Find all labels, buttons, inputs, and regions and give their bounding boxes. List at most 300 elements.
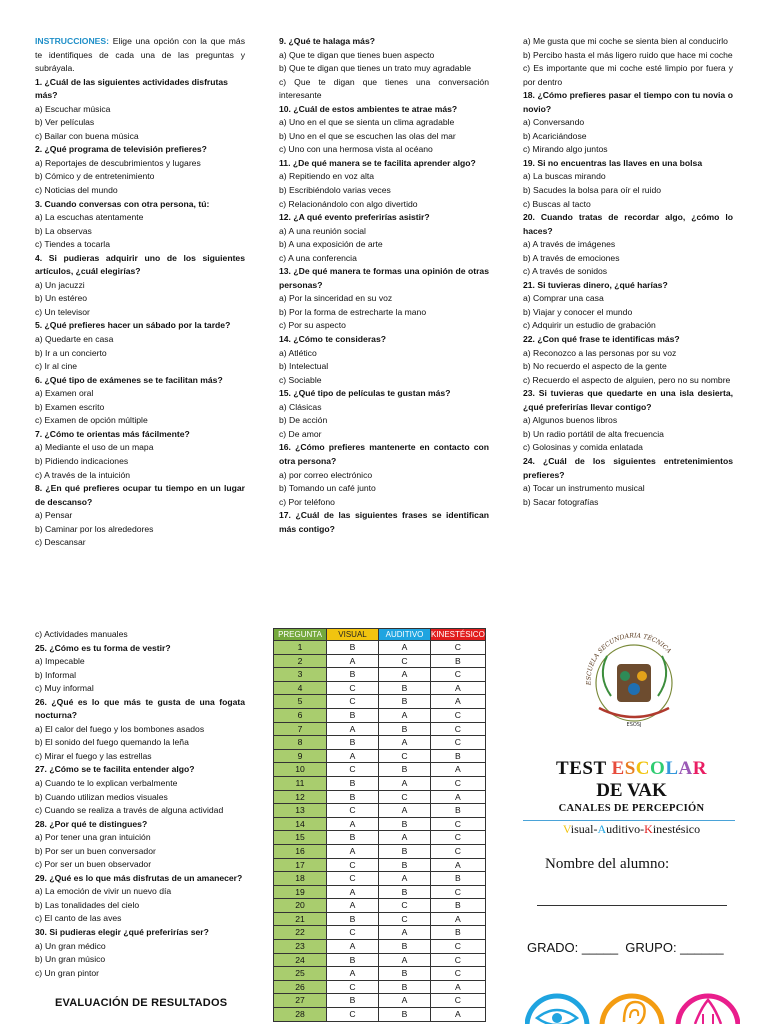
auditivo-cell: A xyxy=(379,776,431,790)
answer-option[interactable]: c) Que te digan que tienes una conversación interesante xyxy=(279,76,489,101)
auditivo-cell: B xyxy=(379,695,431,709)
answer-option[interactable]: a) Un jacuzzi xyxy=(35,279,85,290)
question-number-cell: 23 xyxy=(274,940,327,954)
table-row xyxy=(274,654,486,668)
answer-option[interactable]: c) De amor xyxy=(279,428,322,439)
table-row xyxy=(274,668,486,682)
visual-cell: B xyxy=(327,831,379,845)
answer-option[interactable]: c) Mirando algo juntos xyxy=(523,144,608,155)
answer-option[interactable]: b) La observas xyxy=(35,225,92,236)
answer-option[interactable]: b) Viajar y conocer el mundo xyxy=(523,306,633,317)
visual-cell: A xyxy=(327,885,379,899)
title-letter: O xyxy=(650,758,666,779)
visual-cell: A xyxy=(327,654,379,668)
question-text: 5. ¿Qué prefieres hacer un sábado por la tarde? xyxy=(35,320,231,331)
question-text: 16. ¿Cómo prefieres mantenerte en contacto con otra persona? xyxy=(279,442,489,466)
kinestesico-cell: B xyxy=(431,749,486,763)
auditivo-cell: A xyxy=(379,736,431,750)
question-text: 14. ¿Cómo te consideras? xyxy=(279,334,386,345)
question-number-cell: 18 xyxy=(274,872,327,886)
auditivo-cell: A xyxy=(379,668,431,682)
question-text: 19. Si no encuentras las llaves en una bolsa xyxy=(523,157,703,168)
question-number-cell: 2 xyxy=(274,654,327,668)
question-number-cell: 6 xyxy=(274,708,327,722)
table-row xyxy=(274,967,486,981)
question-number-cell: 10 xyxy=(274,763,327,777)
visual-cell: C xyxy=(327,872,379,886)
question-text: 15. ¿Qué tipo de películas te gustan más? xyxy=(279,388,451,399)
answer-option[interactable]: a) A través de imágenes xyxy=(523,239,616,250)
question-number-cell: 1 xyxy=(274,641,327,655)
visual-cell: A xyxy=(327,749,379,763)
table-row xyxy=(274,817,486,831)
kinestesico-cell: C xyxy=(431,641,486,655)
answer-option[interactable]: b) Examen escrito xyxy=(35,401,105,412)
questions-column-2 xyxy=(279,35,489,536)
answer-option[interactable]: c) Cuando se realiza a través de alguna actividad xyxy=(35,805,224,816)
title-letter: TEST xyxy=(556,758,612,779)
kinestesico-cell: A xyxy=(431,681,486,695)
question-number-cell: 9 xyxy=(274,749,327,763)
kinestesico-cell: C xyxy=(431,722,486,736)
title-letter: K xyxy=(644,822,653,836)
cover-vak-line xyxy=(515,822,748,837)
answer-option[interactable]: b) Ver películas xyxy=(35,117,95,128)
question-number-cell: 22 xyxy=(274,926,327,940)
school-seal-logo xyxy=(577,626,692,736)
auditivo-cell: B xyxy=(379,722,431,736)
question-text: 17. ¿Cuál de las siguientes frases se identifican más contigo? xyxy=(279,510,489,534)
question-text: 21. Si tuvieras dinero, ¿qué harías? xyxy=(523,279,668,290)
answer-option[interactable]: b) Ir a un concierto xyxy=(35,347,107,358)
question-text: 26. ¿Qué es lo que más te gusta de una fogata nocturna? xyxy=(35,696,245,721)
answer-option[interactable]: b) De acción xyxy=(279,415,328,426)
answer-option[interactable]: c) A una conferencia xyxy=(279,252,357,263)
table-row xyxy=(274,681,486,695)
hand-icon xyxy=(678,996,738,1024)
answer-option[interactable]: c) Recuerdo el aspecto de alguien, pero no su nombre xyxy=(523,374,731,385)
kinestesico-cell: B xyxy=(431,926,486,940)
visual-cell: B xyxy=(327,912,379,926)
question-number-cell: 7 xyxy=(274,722,327,736)
answer-option[interactable]: a) Por la sinceridad en su voz xyxy=(279,293,393,304)
answer-option[interactable]: b) Que te digan que tienes un trato muy agradable xyxy=(279,63,472,74)
answer-option[interactable]: b) Por la forma de estrecharte la mano xyxy=(279,306,427,317)
kinestesico-cell: C xyxy=(431,736,486,750)
question-number-cell: 21 xyxy=(274,912,327,926)
answer-option[interactable]: b) A través de emociones xyxy=(523,252,620,263)
auditivo-cell: B xyxy=(379,858,431,872)
visual-cell: B xyxy=(327,994,379,1008)
question-number-cell: 15 xyxy=(274,831,327,845)
table-row xyxy=(274,763,486,777)
auditivo-cell: A xyxy=(379,641,431,655)
answer-option[interactable]: a) La emoción de vivir un nuevo día xyxy=(35,886,172,897)
header-kinestesico: KINESTÉSICO xyxy=(431,630,485,639)
auditivo-cell: B xyxy=(379,817,431,831)
auditivo-cell: B xyxy=(379,967,431,981)
answer-option[interactable]: c) Un televisor xyxy=(35,306,90,317)
question-text: 30. Si pudieras elegir ¿qué preferirías ser? xyxy=(35,927,209,938)
answer-option[interactable]: b) Un estéreo xyxy=(35,293,88,304)
table-row xyxy=(274,776,486,790)
answer-option[interactable]: c) Mirar el fuego y las estrellas xyxy=(35,750,152,761)
table-row xyxy=(274,994,486,1008)
answer-option[interactable]: b) Por ser un buen conversador xyxy=(35,845,156,856)
table-row xyxy=(274,885,486,899)
answer-option[interactable]: c) Ir al cine xyxy=(35,361,78,372)
kinestesico-cell: C xyxy=(431,967,486,981)
title-letter: A xyxy=(597,822,607,836)
auditivo-cell: B xyxy=(379,980,431,994)
title-letter: uditivo- xyxy=(606,822,645,836)
answer-option[interactable]: b) Un radio portátil de alta frecuencia xyxy=(523,428,664,439)
table-row xyxy=(274,912,486,926)
auditivo-cell: B xyxy=(379,940,431,954)
answer-option[interactable]: a) Por tener una gran intuición xyxy=(35,832,151,843)
kinestesico-cell: B xyxy=(431,654,486,668)
visual-cell: A xyxy=(327,722,379,736)
seal-label: ESOSJ xyxy=(626,722,642,728)
question-text: 6. ¿Qué tipo de exámenes se te facilitan más? xyxy=(35,374,223,385)
question-number-cell: 20 xyxy=(274,899,327,913)
answer-option[interactable]: a) A una reunión social xyxy=(279,225,366,236)
visual-cell: C xyxy=(327,1008,379,1022)
table-row xyxy=(274,708,486,722)
question-text: 12. ¿A qué evento preferirías asistir? xyxy=(279,212,430,223)
question-text: 2. ¿Qué programa de televisión prefieres? xyxy=(35,144,207,155)
question-text: 3. Cuando conversas con otra persona, tú: xyxy=(35,198,210,209)
visual-cell: C xyxy=(327,980,379,994)
header-pregunta: PREGUNTA xyxy=(274,629,327,641)
kinestesico-cell: A xyxy=(431,695,486,709)
visual-cell: B xyxy=(327,776,379,790)
question-text: 18. ¿Cómo prefieres pasar el tiempo con tu novia o novio? xyxy=(523,90,733,114)
table-row xyxy=(274,858,486,872)
question-number-cell: 27 xyxy=(274,994,327,1008)
kinestesico-cell: B xyxy=(431,872,486,886)
kinestesico-cell: A xyxy=(431,790,486,804)
answer-option[interactable]: a) Mediante el uso de un mapa xyxy=(35,442,154,453)
answer-option[interactable]: c) Noticias del mundo xyxy=(35,185,118,196)
question-text: 28. ¿Por qué te distingues? xyxy=(35,818,148,829)
answer-option[interactable]: a) Clásicas xyxy=(279,401,322,412)
question-text: 20. Cuando tratas de recordar algo, ¿cómo lo haces? xyxy=(523,212,733,236)
answer-option[interactable]: b) Cómico y de entretenimiento xyxy=(35,171,155,182)
auditivo-cell: C xyxy=(379,749,431,763)
question-text: 1. ¿Cuál de las siguientes actividades disfrutas más? xyxy=(35,76,228,101)
question-text: 23. Si tuvieras que quedarte en una isla desierta, ¿qué preferirías llevar contigo? xyxy=(523,388,733,412)
table-row xyxy=(274,980,486,994)
kinestesico-cell: A xyxy=(431,858,486,872)
kinestesico-cell: C xyxy=(431,940,486,954)
title-letter: S xyxy=(624,758,636,779)
answer-option[interactable]: c) Por ser un buen observador xyxy=(35,859,152,870)
answer-option[interactable]: b) Uno en el que se escuchen las olas del mar xyxy=(279,130,456,141)
answer-option[interactable]: a) Reportajes de descubrimientos y lugares xyxy=(35,157,201,168)
visual-cell: B xyxy=(327,668,379,682)
answer-key-table xyxy=(273,628,486,1022)
question-text: 29. ¿Qué es lo que más disfrutas de un amanecer? xyxy=(35,872,243,883)
auditivo-cell: B xyxy=(379,1008,431,1022)
answer-option[interactable]: c) El canto de las aves xyxy=(35,913,122,924)
answer-option[interactable]: c) Actividades manuales xyxy=(35,629,128,639)
auditivo-cell: B xyxy=(379,885,431,899)
question-text: 10. ¿Cuál de estos ambientes te atrae más? xyxy=(279,103,458,114)
perception-icons xyxy=(525,988,740,1024)
answer-option[interactable]: a) Reconozco a las personas por su voz xyxy=(523,347,677,358)
header-visual: VISUAL xyxy=(327,629,379,641)
title-letter: E xyxy=(611,758,625,779)
table-row xyxy=(274,736,486,750)
question-number-cell: 26 xyxy=(274,980,327,994)
question-number-cell: 25 xyxy=(274,967,327,981)
question-number-cell: 28 xyxy=(274,1008,327,1022)
table-row xyxy=(274,1008,486,1022)
answer-option[interactable]: b) A una exposición de arte xyxy=(279,239,383,250)
answer-option[interactable]: b) Informal xyxy=(35,669,77,680)
visual-cell: C xyxy=(327,858,379,872)
auditivo-cell: A xyxy=(379,872,431,886)
kinestesico-cell: A xyxy=(431,912,486,926)
table-row xyxy=(274,872,486,886)
questions-column-3 xyxy=(523,35,733,509)
grade-group-label: GRADO: _____ GRUPO: ______ xyxy=(527,940,724,955)
question-number-cell: 12 xyxy=(274,790,327,804)
question-text: 7. ¿Cómo te orientas más fácilmente? xyxy=(35,428,190,439)
answer-option[interactable]: b) Acariciándose xyxy=(523,130,587,141)
header-auditivo: AUDITIVO xyxy=(379,629,431,641)
answer-option[interactable]: c) Bailar con buena música xyxy=(35,130,139,141)
answer-option[interactable]: b) El sonido del fuego quemando la leña xyxy=(35,737,189,748)
answer-option[interactable]: c) A través de la intuición xyxy=(35,469,131,480)
answer-option[interactable]: b) Intelectual xyxy=(279,361,329,372)
question-text: 13. ¿De qué manera te formas una opinión de otras personas? xyxy=(279,266,489,290)
answer-option[interactable]: a) por correo electrónico xyxy=(279,469,373,480)
questions-column-1 xyxy=(35,35,245,550)
question-text: 25. ¿Cómo es tu forma de vestir? xyxy=(35,642,171,653)
title-letter: A xyxy=(678,758,693,779)
question-text: 27. ¿Cómo se te facilita entender algo? xyxy=(35,764,195,775)
visual-cell: A xyxy=(327,967,379,981)
question-number-cell: 19 xyxy=(274,885,327,899)
question-number-cell: 14 xyxy=(274,817,327,831)
question-number-cell: 8 xyxy=(274,736,327,750)
answer-option[interactable]: a) El calor del fuego y los bombones asados xyxy=(35,723,205,734)
cover-subtitle: CANALES DE PERCEPCIÓN xyxy=(558,803,705,814)
question-text: 4. Si pudieras adquirir uno de los siguientes artículos, ¿cuál elegirías? xyxy=(35,252,245,277)
answer-option[interactable]: c) Sociable xyxy=(279,374,322,385)
auditivo-cell: A xyxy=(379,831,431,845)
visual-cell: A xyxy=(327,817,379,831)
visual-cell: C xyxy=(327,681,379,695)
answer-option[interactable]: c) Un gran pintor xyxy=(35,967,100,978)
answer-option[interactable]: a) Atlético xyxy=(279,347,317,358)
visual-cell: B xyxy=(327,953,379,967)
cover-title-test-escolar xyxy=(515,758,748,780)
questions-column-4 xyxy=(35,628,245,980)
student-name-field[interactable] xyxy=(537,905,727,906)
title-letter: inestésico xyxy=(652,822,701,836)
answer-option[interactable]: c) Muy informal xyxy=(35,683,94,694)
title-letter: V xyxy=(562,822,571,836)
auditivo-cell: A xyxy=(379,926,431,940)
title-letter: C xyxy=(635,758,651,779)
question-text: 11. ¿De qué manera se te facilita aprender algo? xyxy=(279,157,476,168)
question-text: 24. ¿Cuál de los siguientes entretenimientos prefieres? xyxy=(523,455,733,480)
answer-option[interactable]: b) Tomando un café junto xyxy=(279,483,376,494)
answer-option[interactable]: a) Quedarte en casa xyxy=(35,334,114,345)
question-number-cell: 13 xyxy=(274,804,327,818)
answer-option[interactable]: a) Cuando te lo explican verbalmente xyxy=(35,778,178,789)
auditivo-cell: B xyxy=(379,763,431,777)
visual-cell: B xyxy=(327,790,379,804)
answer-option[interactable]: c) Por su aspecto xyxy=(279,320,346,331)
answer-option[interactable]: a) Me gusta que mi coche se sienta bien al conducirlo xyxy=(523,36,728,46)
auditivo-cell: B xyxy=(379,681,431,695)
table-row xyxy=(274,831,486,845)
title-letter: L xyxy=(665,758,679,779)
cover-title-de-vak: DE VAK xyxy=(596,780,667,801)
kinestesico-cell: C xyxy=(431,817,486,831)
answer-option[interactable]: b) Las tonalidades del cielo xyxy=(35,899,140,910)
auditivo-cell: A xyxy=(379,804,431,818)
answer-option[interactable]: a) Repitiendo en voz alta xyxy=(279,171,375,182)
kinestesico-cell: C xyxy=(431,953,486,967)
title-letter: isual- xyxy=(570,822,598,836)
answer-option[interactable]: c) Descansar xyxy=(35,537,86,548)
kinestesico-cell: B xyxy=(431,899,486,913)
answer-option[interactable]: b) Sacar fotografías xyxy=(523,496,599,507)
answer-option[interactable]: b) Pidiendo indicaciones xyxy=(35,455,129,466)
answer-option[interactable]: a) Examen oral xyxy=(35,388,94,399)
answer-option[interactable]: a) Algunos buenos libros xyxy=(523,415,618,426)
question-text: 9. ¿Qué te halaga más? xyxy=(279,36,375,46)
table-row xyxy=(274,899,486,913)
answer-option[interactable]: c) Buscas al tacto xyxy=(523,198,591,209)
visual-cell: B xyxy=(327,641,379,655)
question-number-cell: 4 xyxy=(274,681,327,695)
kinestesico-cell: C xyxy=(431,668,486,682)
table-row xyxy=(274,940,486,954)
visual-cell: C xyxy=(327,695,379,709)
visual-cell: C xyxy=(327,804,379,818)
answer-option[interactable]: c) Tiendes a tocarla xyxy=(35,239,110,250)
table-row xyxy=(274,953,486,967)
answer-option[interactable]: c) A través de sonidos xyxy=(523,266,608,277)
student-name-label: Nombre del alumno: xyxy=(545,856,670,872)
answer-option[interactable]: a) Un gran médico xyxy=(35,940,106,951)
visual-cell: C xyxy=(327,926,379,940)
answer-option[interactable]: a) Conversando xyxy=(523,117,585,128)
answer-option[interactable]: c) Es importante que mi coche esté limpio por fuera y por dentro xyxy=(523,63,733,87)
question-text: 22. ¿Con qué frase te identificas más? xyxy=(523,334,680,345)
question-number-cell: 24 xyxy=(274,953,327,967)
answer-option[interactable]: a) La escuchas atentamente xyxy=(35,212,144,223)
kinestesico-cell: A xyxy=(431,980,486,994)
answer-option[interactable]: a) Pensar xyxy=(35,510,73,521)
answer-option[interactable]: b) Un gran músico xyxy=(35,954,106,965)
answer-option[interactable]: a) La buscas mirando xyxy=(523,171,606,182)
auditivo-cell: A xyxy=(379,708,431,722)
table-row xyxy=(274,926,486,940)
auditivo-cell: A xyxy=(379,994,431,1008)
divider xyxy=(523,820,735,821)
auditivo-cell: C xyxy=(379,912,431,926)
table-row xyxy=(274,641,486,655)
visual-cell: A xyxy=(327,844,379,858)
auditivo-cell: A xyxy=(379,953,431,967)
answer-option[interactable]: c) Adquirir un estudio de grabación xyxy=(523,320,656,331)
table-row xyxy=(274,790,486,804)
kinestesico-cell: C xyxy=(431,831,486,845)
answer-option[interactable]: a) Que te digan que tienes buen aspecto xyxy=(279,49,435,60)
answer-option[interactable]: c) Por teléfono xyxy=(279,496,335,507)
instructions: INSTRUCCIONES: Elige una opción con la que más te identifiques de cada una de las preguntas y subráyala. xyxy=(35,36,245,74)
table-row xyxy=(274,804,486,818)
answer-option[interactable]: a) Escuchar música xyxy=(35,103,111,114)
answer-option[interactable]: a) Tocar un instrumento musical xyxy=(523,483,645,494)
answer-option[interactable]: b) Percibo hasta el más ligero ruido que hace mi coche xyxy=(523,49,733,60)
answer-option[interactable]: c) Relacionándolo con algo divertido xyxy=(279,198,418,209)
kinestesico-cell: C xyxy=(431,776,486,790)
auditivo-cell: C xyxy=(379,899,431,913)
answer-option[interactable]: a) Comprar una casa xyxy=(523,293,604,304)
answer-option[interactable]: c) Uno con una hermosa vista al océano xyxy=(279,144,433,155)
kinestesico-cell: C xyxy=(431,994,486,1008)
visual-cell: C xyxy=(327,763,379,777)
answer-option[interactable]: c) Examen de opción múltiple xyxy=(35,415,148,426)
answer-option[interactable]: b) Escribiéndolo varias veces xyxy=(279,185,391,196)
kinestesico-cell: A xyxy=(431,1008,486,1022)
visual-cell: A xyxy=(327,899,379,913)
auditivo-cell: C xyxy=(379,654,431,668)
answer-option[interactable]: b) No recuerdo el aspecto de la gente xyxy=(523,361,667,372)
title-letter: R xyxy=(692,758,707,779)
kinestesico-cell: A xyxy=(431,763,486,777)
kinestesico-cell: C xyxy=(431,708,486,722)
question-number-cell: 11 xyxy=(274,776,327,790)
question-text: 8. ¿En qué prefieres ocupar tu tiempo en un lugar de descanso? xyxy=(35,483,245,507)
auditivo-cell: C xyxy=(379,790,431,804)
kinestesico-cell: C xyxy=(431,885,486,899)
seal-text: ESCUELA SECUNDARIA TÉCNICA xyxy=(585,632,673,686)
answer-option[interactable]: a) Uno en el que se sienta un clima agradable xyxy=(279,117,455,128)
table-row xyxy=(274,722,486,736)
answer-option[interactable]: b) Sacudes la bolsa para oír el ruido xyxy=(523,185,662,196)
question-number-cell: 5 xyxy=(274,695,327,709)
answer-option[interactable]: a) Impecable xyxy=(35,656,85,667)
cover-panel xyxy=(515,620,748,1024)
question-number-cell: 3 xyxy=(274,668,327,682)
auditivo-cell: B xyxy=(379,844,431,858)
answer-option[interactable]: b) Caminar por los alrededores xyxy=(35,523,154,534)
question-number-cell: 17 xyxy=(274,858,327,872)
table-row xyxy=(274,844,486,858)
kinestesico-cell: C xyxy=(431,844,486,858)
table-row xyxy=(274,695,486,709)
visual-cell: B xyxy=(327,708,379,722)
answer-option[interactable]: c) Golosinas y comida enlatada xyxy=(523,442,643,453)
question-number-cell: 16 xyxy=(274,844,327,858)
visual-cell: B xyxy=(327,736,379,750)
ear-icon xyxy=(602,996,662,1024)
visual-cell: A xyxy=(327,940,379,954)
table-row xyxy=(274,749,486,763)
eye-icon xyxy=(527,996,587,1024)
kinestesico-cell: B xyxy=(431,804,486,818)
answer-option[interactable]: b) Cuando utilizan medios visuales xyxy=(35,791,168,802)
